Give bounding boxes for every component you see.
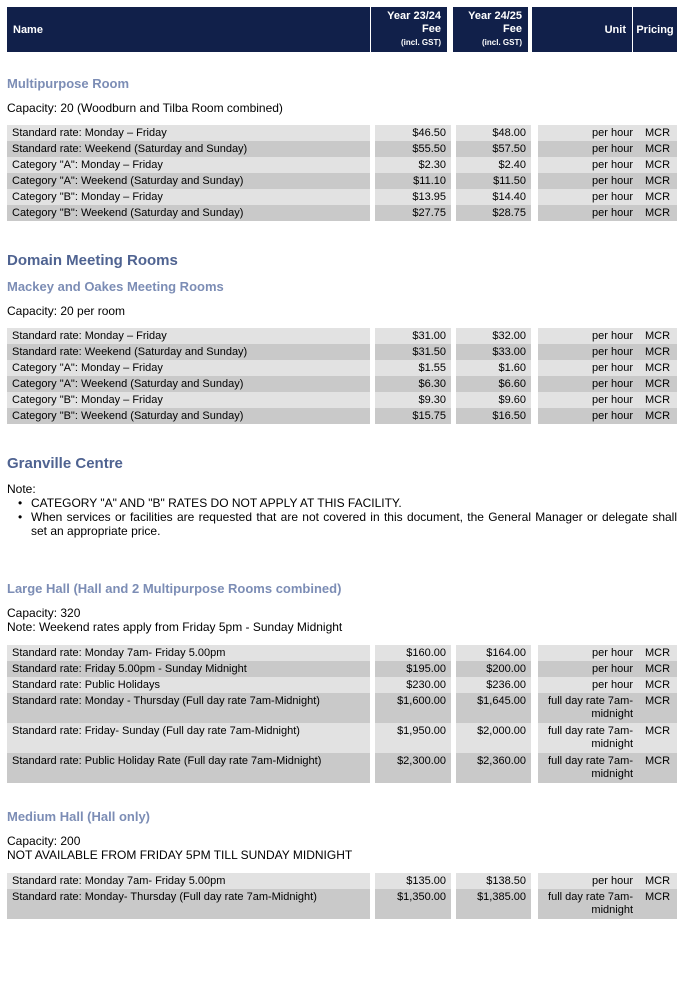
rate-name-cell: Category "B": Monday – Friday xyxy=(7,189,370,205)
fee-2324-cell: $9.30 xyxy=(370,392,451,408)
fee-2425-cell: $11.50 xyxy=(451,173,531,189)
table-row xyxy=(7,205,677,221)
unit-cell: per hour xyxy=(531,661,638,677)
header-fee-2425-fee: Fee xyxy=(503,23,522,35)
header-fee-2324 xyxy=(371,7,447,52)
granville-note-item: • When services or facilities are requested that are not covered in this document, the General Manager or delegate shall set an appropriate price. xyxy=(31,510,677,538)
unit-cell: per hour xyxy=(531,189,638,205)
fee-2425-cell: $9.60 xyxy=(451,392,531,408)
fee-2324-cell: $31.50 xyxy=(370,344,451,360)
header-fee-2425 xyxy=(453,7,528,52)
table-row xyxy=(7,723,677,753)
pricing-cell: MCR xyxy=(638,873,677,889)
fee-2425-cell: $57.50 xyxy=(451,141,531,157)
unit-cell: per hour xyxy=(531,408,638,424)
medium-hall-title: Medium Hall (Hall only) xyxy=(7,809,151,824)
fee-2324-cell: $230.00 xyxy=(370,677,451,693)
unit-cell: per hour xyxy=(531,141,638,157)
granville-note-label: Note: xyxy=(7,482,36,496)
unit-cell: per hour xyxy=(531,173,638,189)
fee-2324-cell: $13.95 xyxy=(370,189,451,205)
fee-2425-cell: $164.00 xyxy=(451,645,531,661)
table-row xyxy=(7,173,677,189)
fee-2324-cell: $195.00 xyxy=(370,661,451,677)
large-hall-title: Large Hall (Hall and 2 Multipurpose Rooms combined) xyxy=(7,581,342,596)
header-unit-label: Unit xyxy=(604,23,626,36)
domain-subtitle: Mackey and Oakes Meeting Rooms xyxy=(7,279,224,294)
fee-2324-cell: $1.55 xyxy=(370,360,451,376)
header-fee-2324-gst: (incl. GST) xyxy=(401,38,441,47)
multipurpose-capacity: Capacity: 20 (Woodburn and Tilba Room combined) xyxy=(7,101,283,115)
fee-2425-cell: $1,645.00 xyxy=(451,693,531,723)
fee-2324-cell: $55.50 xyxy=(370,141,451,157)
pricing-cell: MCR xyxy=(638,173,677,189)
unit-cell: full day rate 7am-midnight xyxy=(531,693,638,723)
pricing-cell: MCR xyxy=(638,753,677,783)
table-row xyxy=(7,645,677,661)
pricing-cell: MCR xyxy=(638,141,677,157)
rate-name-cell: Category "A": Monday – Friday xyxy=(7,157,370,173)
fee-2425-cell: $1.60 xyxy=(451,360,531,376)
pricing-cell: MCR xyxy=(638,889,677,919)
fee-2425-cell: $28.75 xyxy=(451,205,531,221)
fee-2425-cell: $6.60 xyxy=(451,376,531,392)
medium-hall-table xyxy=(7,873,677,919)
granville-notes xyxy=(7,496,677,538)
fee-2324-cell: $1,600.00 xyxy=(370,693,451,723)
pricing-cell: MCR xyxy=(638,661,677,677)
medium-hall-capacity: Capacity: 200 xyxy=(7,834,81,848)
pricing-cell: MCR xyxy=(638,125,677,141)
rate-name-cell: Standard rate: Friday- Sunday (Full day rate 7am-Midnight) xyxy=(7,723,370,753)
header-fee-2324-fee: Fee xyxy=(422,23,441,35)
medium-hall-note: NOT AVAILABLE FROM FRIDAY 5PM TILL SUNDAY MIDNIGHT xyxy=(7,848,353,862)
table-row xyxy=(7,157,677,173)
fee-2324-cell: $135.00 xyxy=(370,873,451,889)
unit-cell: per hour xyxy=(531,125,638,141)
header-unit xyxy=(532,7,632,52)
rate-name-cell: Standard rate: Public Holidays xyxy=(7,677,370,693)
unit-cell: full day rate 7am-midnight xyxy=(531,889,638,919)
domain-capacity: Capacity: 20 per room xyxy=(7,304,126,318)
unit-cell: per hour xyxy=(531,360,638,376)
pricing-cell: MCR xyxy=(638,376,677,392)
domain-table xyxy=(7,328,677,424)
rate-name-cell: Category "A": Weekend (Saturday and Sunday) xyxy=(7,173,370,189)
fee-2425-cell: $236.00 xyxy=(451,677,531,693)
pricing-cell: MCR xyxy=(638,328,677,344)
rate-name-cell: Category "B": Monday – Friday xyxy=(7,392,370,408)
fee-2425-cell: $14.40 xyxy=(451,189,531,205)
table-row xyxy=(7,753,677,783)
unit-cell: per hour xyxy=(531,873,638,889)
header-name xyxy=(7,7,370,52)
pricing-cell: MCR xyxy=(638,360,677,376)
pricing-cell: MCR xyxy=(638,677,677,693)
granville-title: Granville Centre xyxy=(7,455,123,472)
fee-2425-cell: $33.00 xyxy=(451,344,531,360)
rate-name-cell: Standard rate: Monday – Friday xyxy=(7,328,370,344)
table-row xyxy=(7,141,677,157)
pricing-cell: MCR xyxy=(638,693,677,723)
rate-name-cell: Category "B": Weekend (Saturday and Sunday) xyxy=(7,408,370,424)
fee-2324-cell: $46.50 xyxy=(370,125,451,141)
fee-2324-cell: $160.00 xyxy=(370,645,451,661)
pricing-cell: MCR xyxy=(638,189,677,205)
table-row xyxy=(7,392,677,408)
pricing-cell: MCR xyxy=(638,157,677,173)
fee-2324-cell: $1,950.00 xyxy=(370,723,451,753)
unit-cell: per hour xyxy=(531,157,638,173)
table-row xyxy=(7,328,677,344)
fee-2425-cell: $200.00 xyxy=(451,661,531,677)
table-row xyxy=(7,189,677,205)
rate-name-cell: Category "A": Weekend (Saturday and Sunday) xyxy=(7,376,370,392)
pricing-cell: MCR xyxy=(638,205,677,221)
large-hall-capacity: Capacity: 320 xyxy=(7,606,81,620)
granville-note-item: • CATEGORY "A" AND "B" RATES DO NOT APPLY AT THIS FACILITY. xyxy=(31,496,677,510)
pricing-cell: MCR xyxy=(638,408,677,424)
unit-cell: per hour xyxy=(531,344,638,360)
table-row xyxy=(7,360,677,376)
table-row xyxy=(7,693,677,723)
fee-2324-cell: $2.30 xyxy=(370,157,451,173)
fee-2425-cell: $2,000.00 xyxy=(451,723,531,753)
fee-2324-cell: $27.75 xyxy=(370,205,451,221)
table-row xyxy=(7,873,677,889)
rate-name-cell: Standard rate: Friday 5.00pm - Sunday Midnight xyxy=(7,661,370,677)
rate-name-cell: Standard rate: Weekend (Saturday and Sunday) xyxy=(7,141,370,157)
multipurpose-title: Multipurpose Room xyxy=(7,76,130,91)
multipurpose-table xyxy=(7,125,677,221)
unit-cell: per hour xyxy=(531,677,638,693)
fee-2425-cell: $16.50 xyxy=(451,408,531,424)
rate-name-cell: Standard rate: Monday – Friday xyxy=(7,125,370,141)
table-row xyxy=(7,344,677,360)
fee-2324-cell: $1,350.00 xyxy=(370,889,451,919)
fee-2324-cell: $15.75 xyxy=(370,408,451,424)
rate-name-cell: Standard rate: Monday - Thursday (Full day rate 7am-Midnight) xyxy=(7,693,370,723)
large-hall-table xyxy=(7,645,677,783)
unit-cell: per hour xyxy=(531,205,638,221)
pricing-cell: MCR xyxy=(638,723,677,753)
table-row xyxy=(7,125,677,141)
table-row xyxy=(7,408,677,424)
fee-2324-cell: $31.00 xyxy=(370,328,451,344)
unit-cell: per hour xyxy=(531,392,638,408)
header-fee-2425-gst: (incl. GST) xyxy=(482,38,522,47)
rate-name-cell: Standard rate: Weekend (Saturday and Sunday) xyxy=(7,344,370,360)
table-row xyxy=(7,677,677,693)
rate-name-cell: Standard rate: Monday 7am- Friday 5.00pm xyxy=(7,645,370,661)
fee-2324-cell: $6.30 xyxy=(370,376,451,392)
unit-cell: full day rate 7am-midnight xyxy=(531,723,638,753)
rate-name-cell: Category "A": Monday – Friday xyxy=(7,360,370,376)
pricing-cell: MCR xyxy=(638,392,677,408)
table-row xyxy=(7,889,677,919)
rate-name-cell: Standard rate: Monday 7am- Friday 5.00pm xyxy=(7,873,370,889)
large-hall-note: Note: Weekend rates apply from Friday 5pm - Sunday Midnight xyxy=(7,620,343,634)
unit-cell: full day rate 7am-midnight xyxy=(531,753,638,783)
table-row xyxy=(7,661,677,677)
unit-cell: per hour xyxy=(531,328,638,344)
fee-2425-cell: $1,385.00 xyxy=(451,889,531,919)
pricing-cell: MCR xyxy=(638,344,677,360)
fee-2425-cell: $48.00 xyxy=(451,125,531,141)
header-pricing-label: Pricing xyxy=(636,23,674,36)
fee-2425-cell: $2.40 xyxy=(451,157,531,173)
pricing-cell: MCR xyxy=(638,645,677,661)
table-row xyxy=(7,376,677,392)
rate-name-cell: Standard rate: Monday- Thursday (Full day rate 7am-Midnight) xyxy=(7,889,370,919)
rate-name-cell: Standard rate: Public Holiday Rate (Full day rate 7am-Midnight) xyxy=(7,753,370,783)
domain-title: Domain Meeting Rooms xyxy=(7,252,178,269)
fee-2425-cell: $2,360.00 xyxy=(451,753,531,783)
fee-2425-cell: $138.50 xyxy=(451,873,531,889)
fee-2425-cell: $32.00 xyxy=(451,328,531,344)
fee-2324-cell: $11.10 xyxy=(370,173,451,189)
header-fee-2425-year: Year 24/25 xyxy=(468,10,522,22)
unit-cell: per hour xyxy=(531,376,638,392)
header-name-label: Name xyxy=(13,23,43,36)
header-fee-2324-year: Year 23/24 xyxy=(387,10,441,22)
fee-2324-cell: $2,300.00 xyxy=(370,753,451,783)
unit-cell: per hour xyxy=(531,645,638,661)
header-pricing xyxy=(633,7,677,52)
rate-name-cell: Category "B": Weekend (Saturday and Sunday) xyxy=(7,205,370,221)
